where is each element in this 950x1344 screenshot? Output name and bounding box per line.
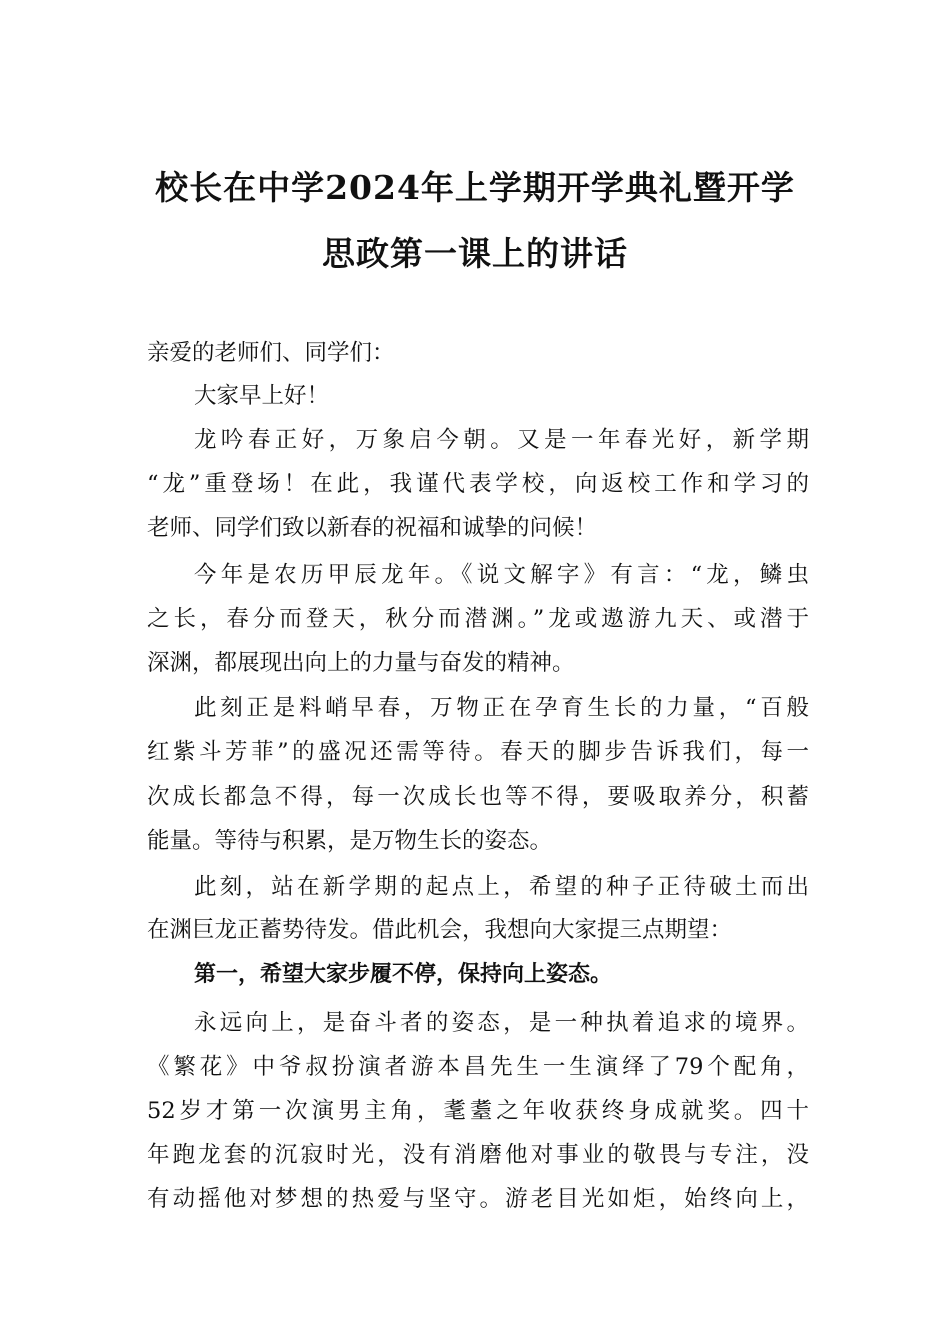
paragraph-line: 深渊，都展现出向上的力量与奋发的精神。 bbox=[147, 650, 575, 676]
section-heading: 第一，希望大家步履不停，保持向上姿态。 bbox=[194, 962, 613, 987]
salutation: 亲爱的老师们、同学们： bbox=[147, 340, 395, 366]
paragraph-line: 之长，春分而登天，秋分而潜渊。”龙或遨游九天、或潜于 bbox=[147, 606, 809, 632]
paragraph-line: 此刻，站在新学期的起点上，希望的种子正待破土而出 bbox=[194, 874, 809, 900]
paragraph-line: 年跑龙套的沉寂时光，没有消磨他对事业的敬畏与专注，没 bbox=[147, 1142, 809, 1168]
paragraph-line: 次成长都急不得，每一次成长也等不得，要吸取养分，积蓄 bbox=[147, 784, 809, 810]
paragraph-line: 有动摇他对梦想的热爱与坚守。游老目光如炬，始终向上， bbox=[147, 1186, 809, 1212]
paragraph-line: 今年是农历甲辰龙年。《说文解字》有言：“龙，鳞虫 bbox=[194, 562, 809, 588]
paragraph-line: 龙吟春正好，万象启今朝。又是一年春光好，新学期 bbox=[194, 427, 809, 453]
paragraph-line: 在渊巨龙正蓄势待发。借此机会，我想向大家提三点期望： bbox=[147, 917, 733, 943]
document-title-line-2: 思政第一课上的讲话 bbox=[322, 234, 628, 273]
paragraph-line: 此刻正是料峭早春，万物正在孕育生长的力量，“百般 bbox=[194, 695, 809, 721]
paragraph-line: 52岁才第一次演男主角，耄耋之年收获终身成就奖。四十 bbox=[147, 1098, 809, 1124]
paragraph-line: 永远向上，是奋斗者的姿态，是一种执着追求的境界。 bbox=[194, 1010, 809, 1036]
paragraph-line: 《繁花》中爷叔扮演者游本昌先生一生演绎了79个配角， bbox=[147, 1054, 809, 1080]
document-title-line-1: 校长在中学2024年上学期开学典礼暨开学 bbox=[155, 168, 795, 207]
paragraph-line: 能量。等待与积累，是万物生长的姿态。 bbox=[147, 828, 553, 854]
paragraph-line: 老师、同学们致以新春的祝福和诚挚的问候！ bbox=[147, 515, 598, 541]
greeting: 大家早上好！ bbox=[194, 383, 330, 409]
paragraph-line: 红紫斗芳菲”的盛况还需等待。春天的脚步告诉我们，每一 bbox=[147, 739, 809, 765]
paragraph-line: “龙”重登场！在此，我谨代表学校，向返校工作和学习的 bbox=[147, 471, 809, 497]
